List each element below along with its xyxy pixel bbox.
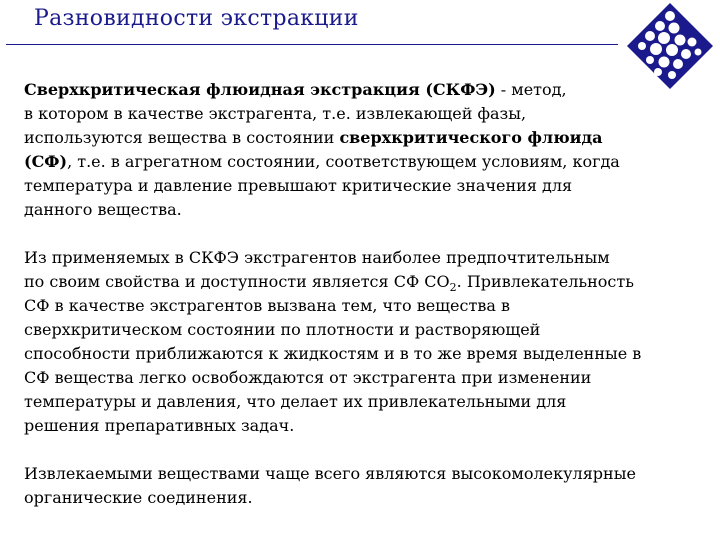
- text-line: используются вещества в состоянии сверхкритического флюида: [24, 128, 603, 147]
- text-line: в котором в качестве экстрагента, т.е. извлекающей фазы,: [24, 104, 527, 123]
- slide-title: Разновидности экстракции: [34, 6, 359, 31]
- co2-subscript: 2: [449, 281, 457, 295]
- text-line: по своим свойства и доступности является СФ $СО_2$. Привлекательность: [24, 272, 634, 295]
- text-line: температуры и давления, что делает их привлекательными для: [24, 392, 567, 411]
- term-scfe: Сверхкритическая флюидная экстракция (СКФЭ): [24, 80, 496, 99]
- text-line: Сверхкритическая флюидная экстракция (СКФЭ) - метод,: [24, 80, 567, 99]
- title-underline: [6, 44, 618, 45]
- term-supercritical-fluid: сверхкритического флюида: [339, 128, 603, 147]
- text-line: (СФ), т.е. в агрегатном состоянии, соответствующем условиям, когда: [24, 152, 620, 171]
- text-line: СФ вещества легко освобождаются от экстрагента при изменении: [24, 368, 592, 387]
- text-line: СФ в качестве экстрагентов вызвана тем, что вещества в: [24, 296, 510, 315]
- text-line: сверхкритическом состоянии по плотности и растворяющей: [24, 320, 541, 339]
- paragraph-extracted-substances: [24, 462, 708, 510]
- term-sf: (СФ): [24, 152, 68, 171]
- text-line: температура и давление превышают критические значения для: [24, 176, 573, 195]
- text-line: Извлекаемыми веществами чаще всего являются высокомолекулярные: [24, 464, 636, 483]
- text-line: данного вещества.: [24, 200, 182, 219]
- text-line: способности приближаются к жидкостям и в то же время выделенные в: [24, 344, 642, 363]
- text-line: решения препаративных задач.: [24, 416, 295, 435]
- text-line: органические соединения.: [24, 488, 253, 507]
- paragraph-definition: [24, 78, 708, 222]
- paragraph-co2: [24, 246, 708, 438]
- dotted-diamond-logo-icon: [626, 2, 714, 90]
- text-line: Из применяемых в СКФЭ экстрагентов наиболее предпочтительным: [24, 248, 610, 267]
